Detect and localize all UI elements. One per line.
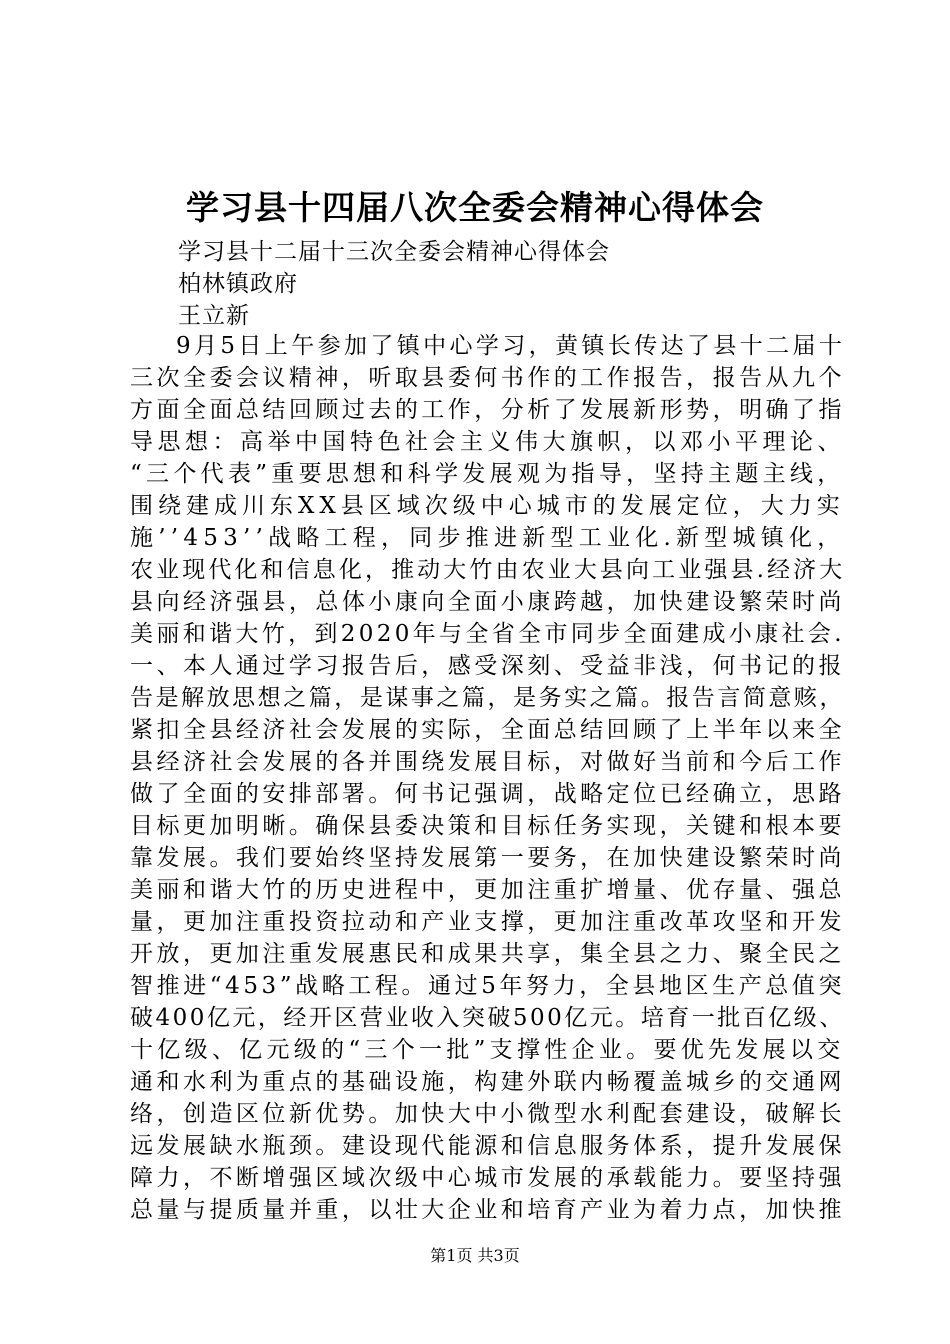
body-text-line: 络，创造区位新优势。加快大中小微型水利配套建设，破解长 [130, 1101, 845, 1127]
body-text-line: 美丽和谐大竹，到2020年与全省全市同步全面建成小康社会. [130, 621, 845, 647]
body-text-line: 智推进“453”战略工程。通过5年努力，全县地区生产总值突 [130, 973, 846, 999]
body-text-line: 十亿级、亿元级的“三个一批”支撑性企业。要优先发展以交 [130, 1037, 845, 1063]
body-text-line: 开放，更加注重发展惠民和成果共享，集全县之力、聚全民之 [130, 941, 845, 967]
body-text-line: 做了全面的安排部署。何书记强调，战略定位已经确立，思路 [130, 781, 845, 807]
document-body [130, 330, 845, 1226]
body-text-line: 总量与提质量并重，以壮大企业和培育产业为着力点，加快推 [130, 1197, 845, 1223]
body-text-line: 9月5日上午参加了镇中心学习，黄镇长传达了县十二届十 [176, 333, 846, 359]
body-text-line: 障力，不断增强区域次级中心城市发展的承载能力。要坚持强 [130, 1165, 845, 1191]
body-text-line: 目标更加明晰。确保县委决策和目标任务实现，关键和根本要 [130, 813, 845, 839]
body-text-line: 农业现代化和信息化，推动大竹由农业大县向工业强县.经济大 [130, 557, 846, 583]
body-text-line: 导思想：高举中国特色社会主义伟大旗帜，以邓小平理论、 [130, 429, 845, 455]
body-text-line: 紧扣全县经济社会发展的实际，全面总结回顾了上半年以来全 [130, 717, 845, 743]
body-text-line: 靠发展。我们要始终坚持发展第一要务，在加快建设繁荣时尚 [130, 845, 845, 871]
body-text-line: “三个代表”重要思想和科学发展观为指导，坚持主题主线， [130, 461, 845, 487]
body-text-line: 远发展缺水瓶颈。建设现代能源和信息服务体系，提升发展保 [130, 1133, 845, 1159]
document-organization: 柏林镇政府 [178, 271, 298, 297]
body-text-line: 县向经济强县，总体小康向全面小康跨越，加快建设繁荣时尚 [130, 589, 845, 615]
document-subtitle: 学习县十二届十三次全委会精神心得体会 [178, 239, 610, 265]
body-text-line: 量，更加注重投资拉动和产业支撑，更加注重改革攻坚和开发 [130, 909, 845, 935]
document-header [178, 236, 858, 332]
document-title: 学习县十四届八次全委会精神心得体会 [186, 188, 764, 227]
body-text-line: 破400亿元，经开区营业收入突破500亿元。培育一批百亿级、 [130, 1005, 845, 1031]
body-text-line: 施’’453’’战略工程，同步推进新型工业化.新型城镇化， [130, 525, 846, 551]
body-text-line: 美丽和谐大竹的历史进程中，更加注重扩增量、优存量、强总 [130, 877, 845, 903]
body-text-line: 三次全委会议精神，听取县委何书作的工作报告，报告从九个 [130, 365, 845, 391]
body-text-line: 围绕建成川东XX县区域次级中心城市的发展定位，大力实 [130, 493, 845, 519]
page-footer: 第1页 共3页 [430, 1246, 520, 1265]
body-text-line: 县经济社会发展的各并围绕发展目标，对做好当前和今后工作 [130, 749, 845, 775]
body-text-line: 告是解放思想之篇，是谋事之篇，是务实之篇。报告言简意赅， [130, 685, 845, 711]
body-text-line: 方面全面总结回顾过去的工作，分析了发展新形势，明确了指 [130, 397, 845, 423]
document-author: 王立新 [178, 303, 250, 329]
body-text-line: 一、本人通过学习报告后，感受深刻、受益非浅，何书记的报 [130, 653, 845, 679]
body-text-line: 通和水利为重点的基础设施，构建外联内畅覆盖城乡的交通网 [130, 1069, 845, 1095]
